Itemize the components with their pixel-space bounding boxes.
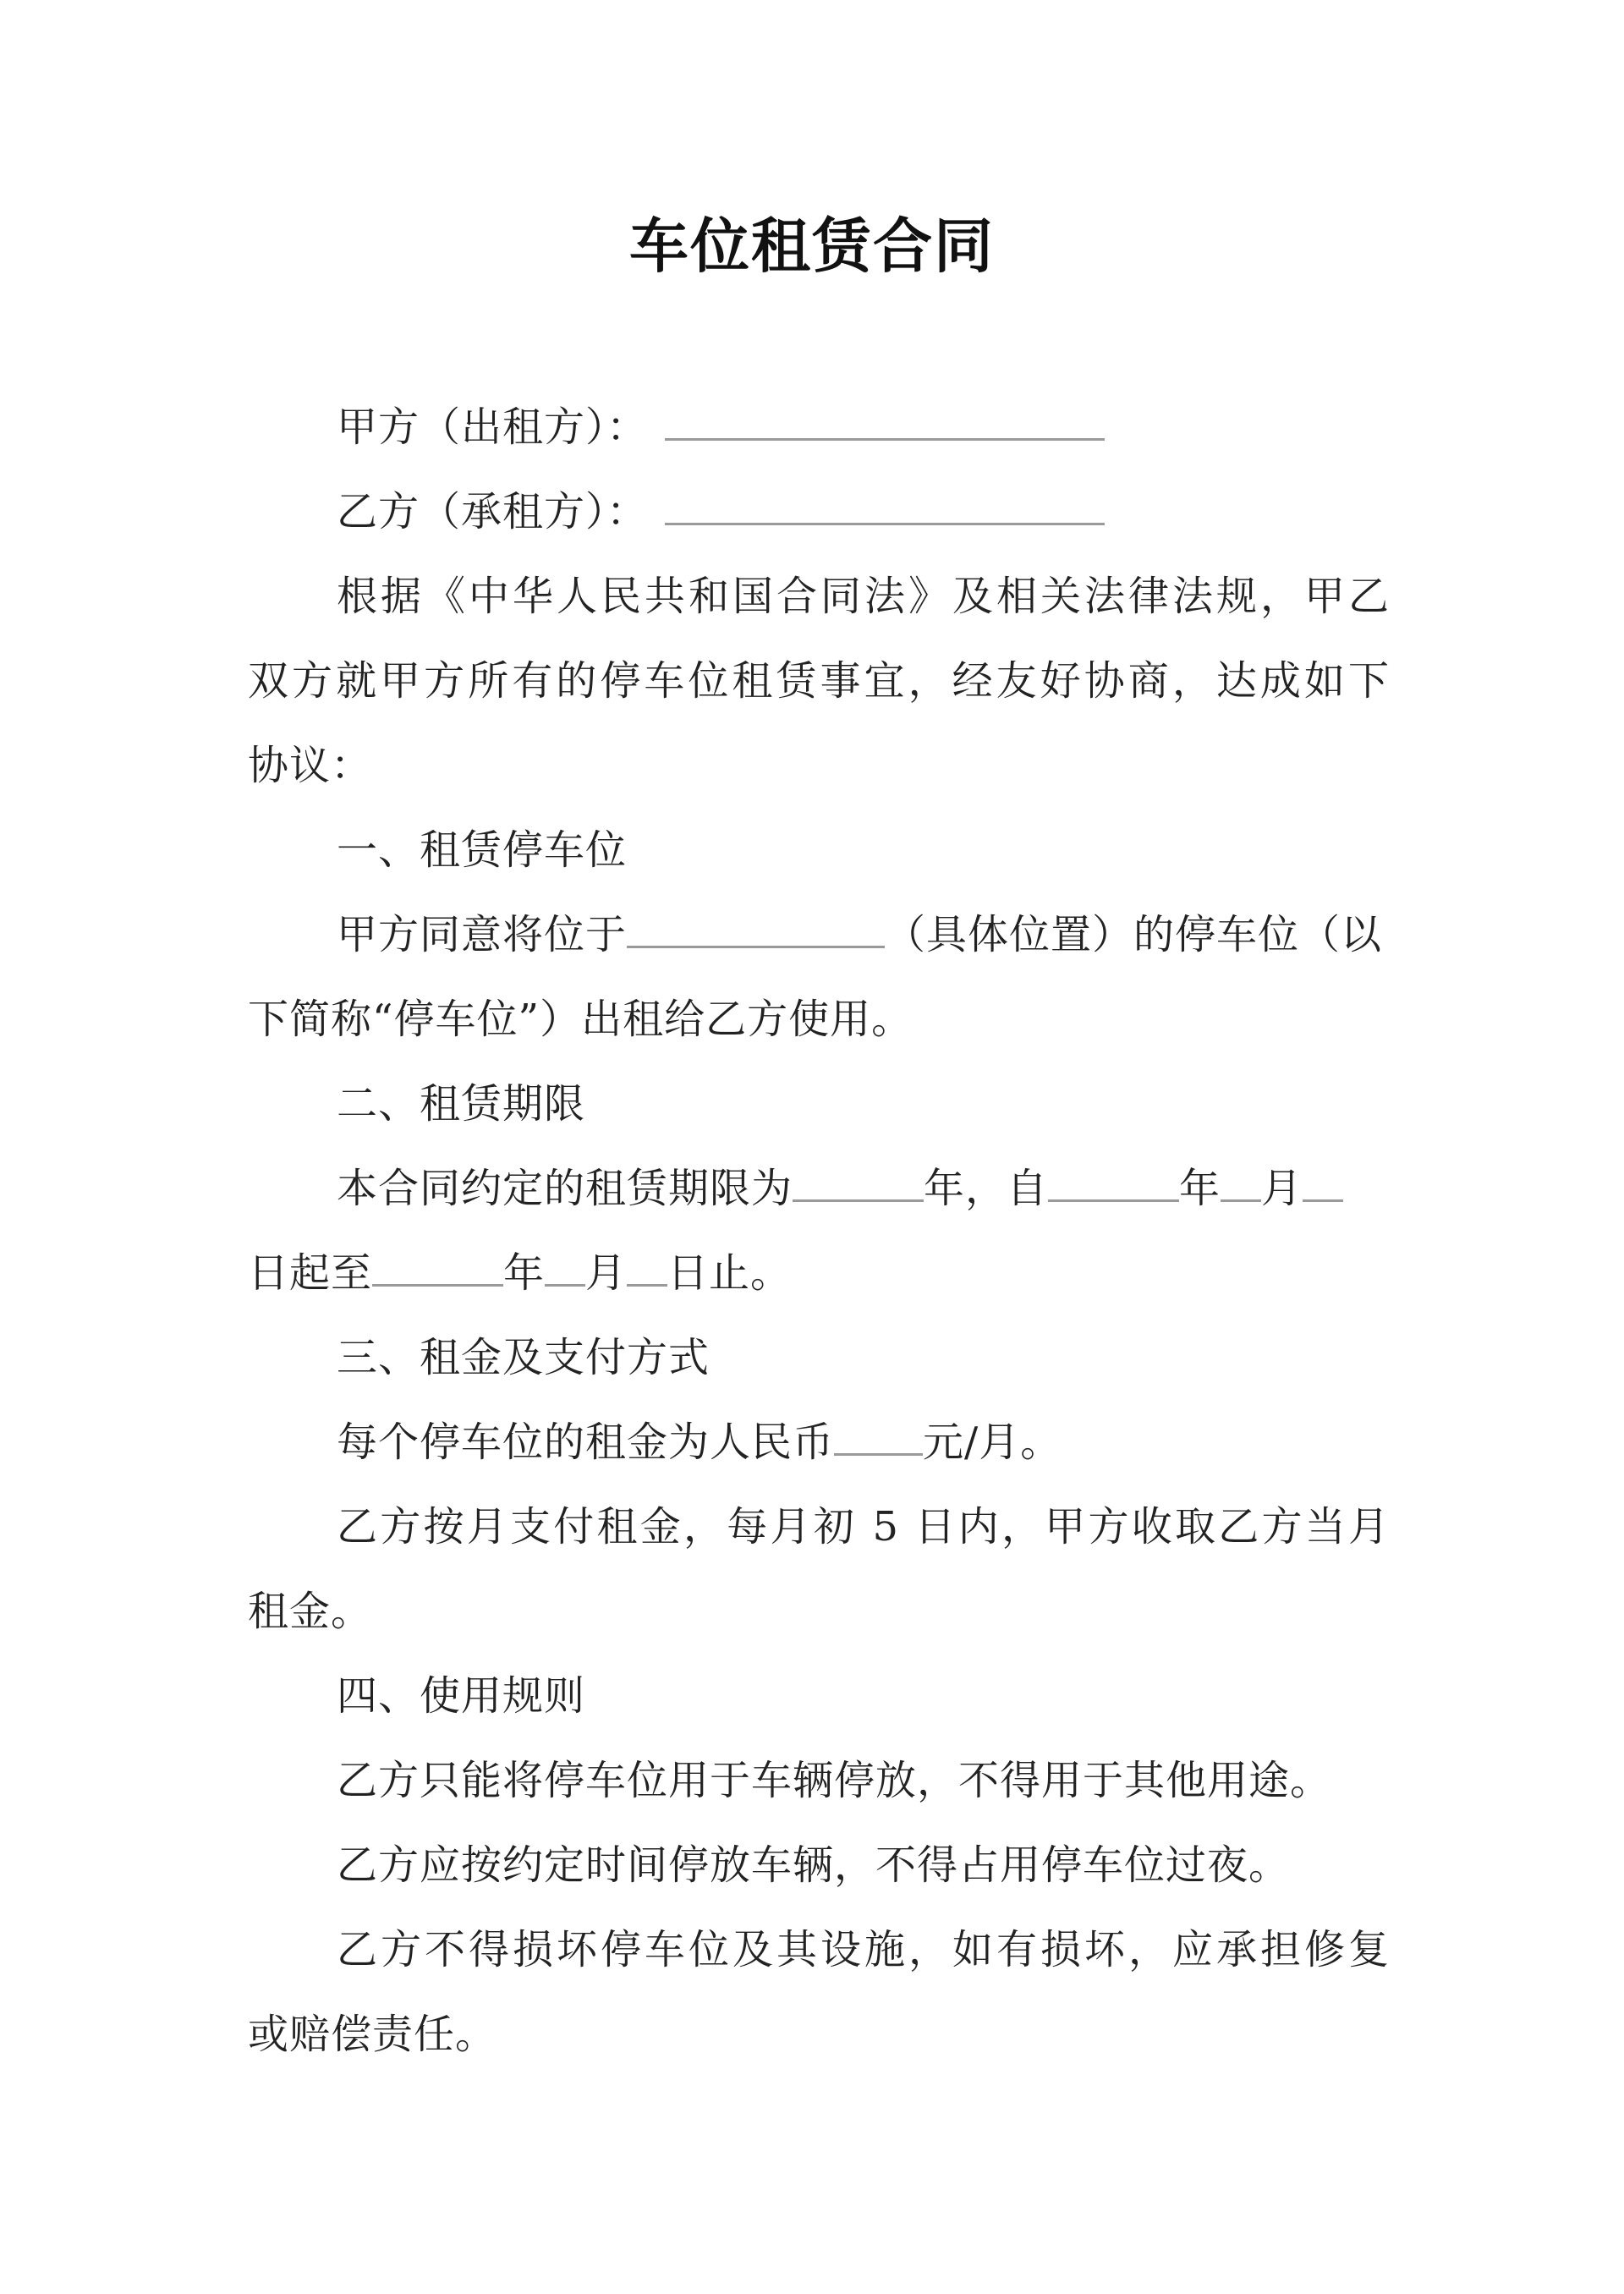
rule-2: 乙方应按约定时间停放车辆，不得占用停车位过夜。 [337, 1841, 1291, 1889]
preamble-line-2: 双方就甲方所有的停车位租赁事宜，经友好协商，达成如下 [248, 657, 1390, 705]
section-2-line-1 [248, 1146, 1390, 1231]
rule-1: 乙方只能将停车位用于车辆停放，不得用于其他用途。 [337, 1757, 1332, 1804]
section-3-pay-line-1: 乙方按月支付租金，每月初 5 日内，甲方收取乙方当月 [337, 1503, 1390, 1550]
year-text: 年 [503, 1249, 546, 1297]
party-b-blank[interactable] [665, 492, 1105, 525]
start-year-blank[interactable] [1048, 1169, 1179, 1202]
section-1-line-2: 下简称“停车位”）出租给乙方使用。 [248, 996, 914, 1043]
section-2-line-2 [248, 1231, 1390, 1315]
rent-unit-text: 元/月。 [923, 1419, 1062, 1466]
party-a-line [248, 385, 1390, 469]
rule-3-line-2: 或赔偿责任。 [248, 2011, 497, 2058]
end-text: 日止。 [667, 1249, 793, 1297]
end-day-blank[interactable] [627, 1254, 667, 1287]
rent-amount-blank[interactable] [834, 1423, 923, 1456]
section-3-rent-line [248, 1400, 1390, 1485]
month-text: 月 [585, 1249, 628, 1297]
term-text: 本合同约定的租赁期限为 [337, 1165, 793, 1212]
preamble-line-1: 根据《中华人民共和国合同法》及相关法律法规，甲乙 [337, 573, 1390, 620]
month-text: 月 [1261, 1165, 1303, 1212]
start-month-blank[interactable] [1221, 1169, 1261, 1202]
document-body [248, 385, 1390, 2077]
rent-text: 每个停车位的租金为人民币 [337, 1419, 835, 1466]
location-blank[interactable] [627, 915, 885, 948]
party-b-label: 乙方（承租方）： [337, 488, 649, 535]
document-title: 车位租赁合同 [629, 211, 995, 281]
from-text: 年，自 [924, 1165, 1049, 1212]
section-3-heading: 三、租金及支付方式 [337, 1334, 710, 1381]
section-1-line-1 [248, 892, 1390, 977]
party-b-line [248, 469, 1390, 554]
section-1-text-after: （具体位置）的停车位（以 [885, 911, 1383, 958]
section-1-text: 甲方同意将位于 [337, 911, 628, 958]
year-text: 年 [1179, 1165, 1221, 1212]
section-3-pay-line-2: 租金。 [248, 1588, 373, 1635]
section-4-heading: 四、使用规则 [337, 1672, 586, 1720]
end-year-blank[interactable] [372, 1254, 503, 1287]
section-2-heading: 二、租赁期限 [337, 1080, 586, 1128]
term-years-blank[interactable] [793, 1169, 924, 1202]
start-day-blank[interactable] [1303, 1169, 1343, 1202]
party-a-blank[interactable] [665, 408, 1105, 441]
end-month-blank[interactable] [545, 1254, 585, 1287]
until-text: 日起至 [248, 1249, 373, 1297]
party-a-label: 甲方（出租方）： [337, 403, 649, 451]
section-1-heading: 一、租赁停车位 [337, 826, 628, 874]
rule-3-line-1: 乙方不得损坏停车位及其设施，如有损坏，应承担修复 [337, 1926, 1390, 1973]
preamble-line-3: 协议： [248, 742, 373, 789]
